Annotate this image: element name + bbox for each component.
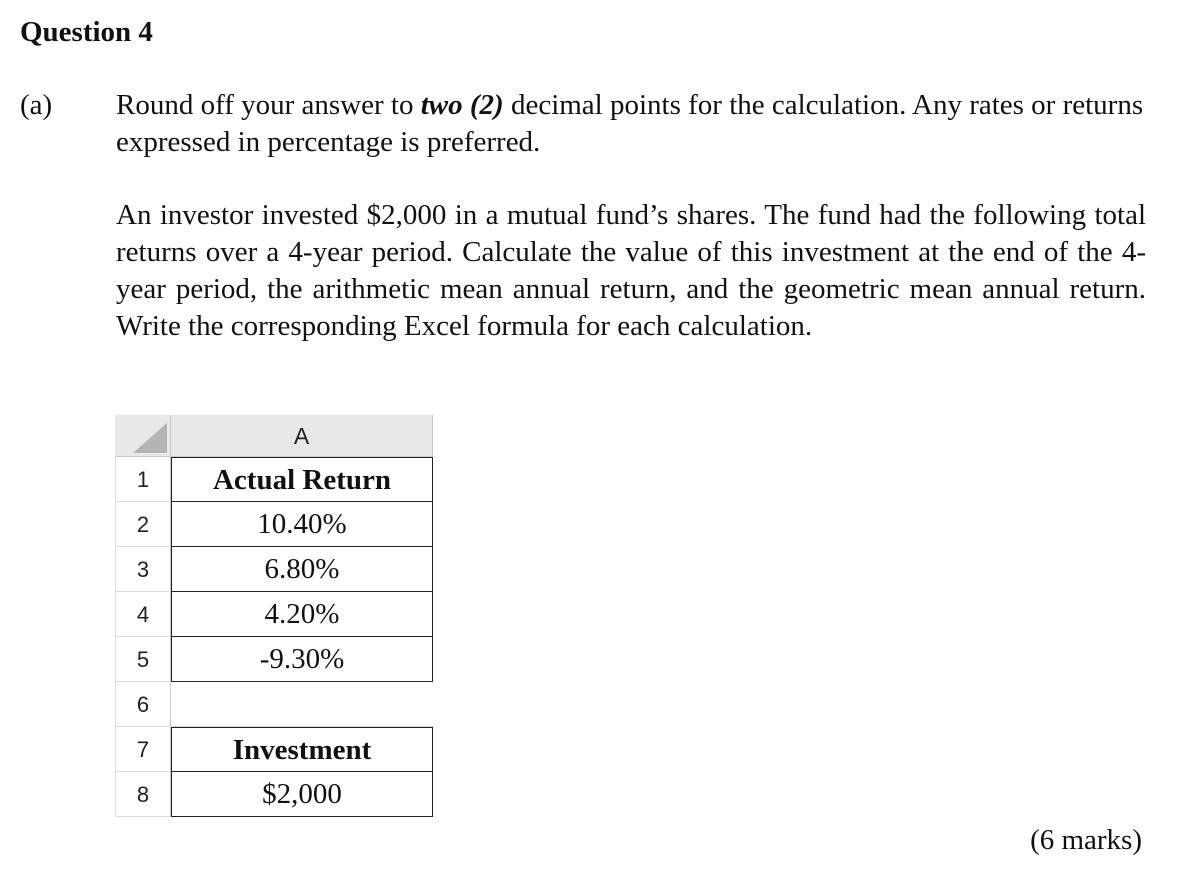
column-header-a[interactable]: A xyxy=(171,415,433,457)
instruction-paragraph xyxy=(116,87,1146,161)
select-all-corner[interactable] xyxy=(115,415,171,457)
row-header-7[interactable]: 7 xyxy=(115,727,171,772)
cell-a8[interactable]: $2,000 xyxy=(171,772,433,817)
row-header-4[interactable]: 4 xyxy=(115,592,171,637)
problem-paragraph: An investor invested $2,000 in a mutual fund’s shares. The fund had the following total returns over a 4-year period. Calculate the value of this investment at the end of the 4-year period, the arithmetic mean annual return, and the geometric mean annual return. Write the corresponding Excel formula for each calculation. xyxy=(116,199,1146,342)
instruction-pre: Round off your answer to xyxy=(116,89,421,121)
instruction-post: decimal points for the calculation. Any rates or returns expressed in percentage is preferred. xyxy=(116,89,1144,158)
spreadsheet xyxy=(115,415,435,820)
row-header-2[interactable]: 2 xyxy=(115,502,171,547)
cell-a4[interactable]: 4.20% xyxy=(171,592,433,637)
cell-a6[interactable] xyxy=(171,682,433,727)
cell-a2[interactable]: 10.40% xyxy=(171,502,433,547)
part-label: (a) xyxy=(20,89,53,121)
marks-label: (6 marks) xyxy=(1030,824,1142,856)
row-header-3[interactable]: 3 xyxy=(115,547,171,592)
cell-a1[interactable]: Actual Return xyxy=(171,457,433,502)
row-header-6[interactable]: 6 xyxy=(115,682,171,727)
select-all-triangle-icon xyxy=(133,423,167,453)
row-header-5[interactable]: 5 xyxy=(115,637,171,682)
row-header-1[interactable]: 1 xyxy=(115,457,171,502)
cell-a3[interactable]: 6.80% xyxy=(171,547,433,592)
cell-a7[interactable]: Investment xyxy=(171,727,433,772)
cell-a5[interactable]: -9.30% xyxy=(171,637,433,682)
instruction-emphasis: two (2) xyxy=(420,89,504,121)
row-header-8[interactable]: 8 xyxy=(115,772,171,817)
question-title: Question 4 xyxy=(20,16,153,48)
